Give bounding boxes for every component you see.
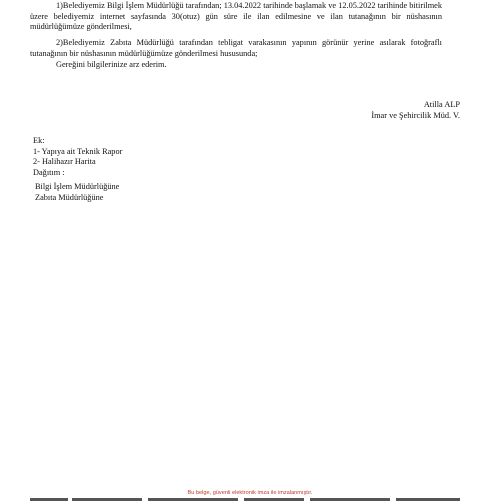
paragraph-2: 2)Belediyemiz Zabıta Müdürlüğü tarafından tebligat varakasının yapının görünür yerine asılarak fotoğraflı tutanağının bir nüshasının müdürlüğümüze gönderilmesi hususunda;: [30, 38, 442, 58]
paragraph-1: 1)Belediyemiz Bilgi İşlem Müdürlüğü tarafından; 13.04.2022 tarihinde başlamak ve 12.05.2022 tarihinde bitirilmek üzere belediyemiz internet sayfasında 30(otuz) gün süre ile ilan edilmesine ve ilan tutanağının bir nüshasının müdürlüğümüze gönderilmesi,: [30, 1, 442, 32]
distribution-block: [33, 168, 65, 179]
closing-sentence: Gereğini bilgilerinize arz ederim.: [56, 60, 167, 69]
footer-cutoff-text: [30, 497, 460, 501]
attachments-heading: Ek:: [33, 136, 45, 145]
signature-title: İmar ve Şehircilik Müd. V.: [371, 111, 460, 120]
distribution-list: [35, 182, 119, 203]
attachment-item: 2- Halihazır Harita: [33, 157, 96, 166]
distribution-item: Bilgi İşlem Müdürlüğüne: [35, 182, 120, 191]
attachments-block: [33, 136, 122, 168]
distribution-item: Zabıta Müdürlüğüne: [35, 192, 104, 202]
attachment-item: 1- Yapıya ait Teknik Rapor: [33, 146, 123, 156]
distribution-heading: Dağıtım :: [33, 168, 65, 177]
signature-name: Atilla ALP: [423, 100, 460, 109]
e-signature-notice: Bu belge, güvenli elektronik imza ile imzalanmıştır.: [187, 490, 313, 496]
